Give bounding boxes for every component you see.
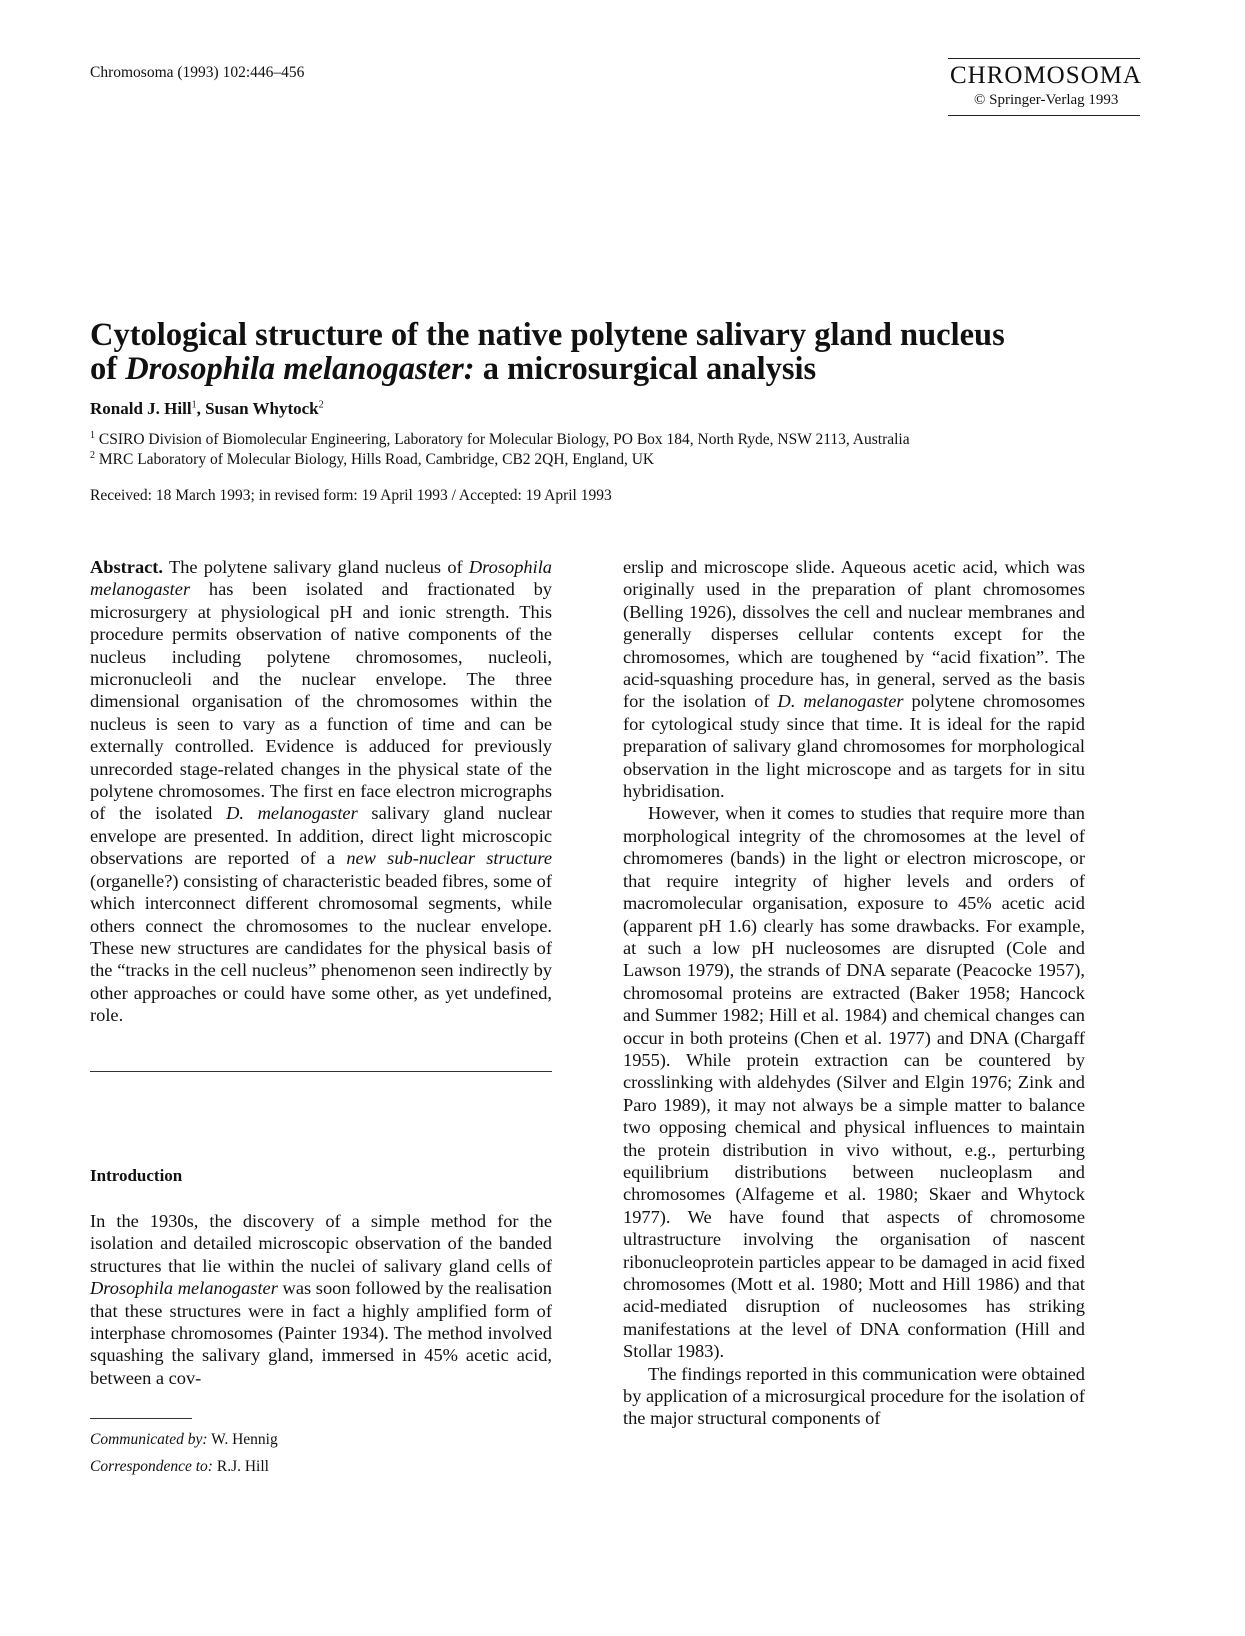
body-paragraph: The findings reported in this communication were obtained by application of a microsurgical procedure for the isolation of the major structural components of <box>623 1363 1085 1429</box>
author-name: Ronald J. Hill <box>90 399 192 418</box>
body-text: erslip and microscope slide. Aqueous acetic acid, which was originally used in the preparation of plant chromosomes (Belling 1926), dissolves the cell and nuclear membranes and generally disperses cellular contents except for the chromosomes, which are toughened by “acid fixation”. The acid-squashing procedure has, in general, served as the basis for the isolation of <box>623 557 1085 712</box>
journal-name: CHROMOSOMA <box>950 62 1142 89</box>
footnote-label: Communicated by: <box>90 1431 208 1448</box>
introduction-body <box>90 1210 552 1389</box>
affiliation-1 <box>90 430 910 449</box>
abstract-label: Abstract. <box>90 557 164 577</box>
received-dates: Received: 18 March 1993; in revised form: 19 April 1993 / Accepted: 19 April 1993 <box>90 487 612 504</box>
author-list <box>90 399 324 419</box>
title-line-2 <box>90 352 1150 386</box>
author-affiliation-mark: 1 <box>191 399 197 411</box>
masthead-bottom-rule <box>948 115 1140 116</box>
abstract-species: D. melanogaster <box>226 803 358 824</box>
abstract-emphasis: new sub-nuclear structure <box>346 848 552 869</box>
right-column-body <box>623 556 1085 1430</box>
journal-citation: Chromosoma (1993) 102:446–456 <box>90 64 305 81</box>
footnote-value: W. Hennig <box>207 1431 278 1448</box>
body-paragraph: However, when it comes to studies that require more than morphological integrity of the chromosomes at the level of chromomeres (bands) in the light or electron microscope, or that require integrity of higher levels and orders of macromolecular organisation, exposure to 45% acetic acid (apparent pH 1.6) clearly has some drawbacks. For example, at such a low pH nucleosomes are disrupted (Cole and Lawson 1979), the strands of DNA separate (Peacocke 1957), chromosomal proteins are extracted (Baker 1958; Hancock and Summer 1982; Hill et al. 1984) and chemical changes can occur in both proteins (Chen et al. 1977) and DNA (Chargaff 1955). While protein extraction can be countered by crosslinking with aldehydes (Silver and Elgin 1976; Zink and Paro 1989), it may not always be a simple matter to balance two opposing chemical and physical influences to maintain the protein distribution in vivo without, e.g., perturbing equilibrium distributions between nucleoplasm and chromosomes (Alfageme et al. 1980; Skaer and Whytock 1977). We have found that aspects of chromosome ultrastructure involving the organisation of nascent ribonucleoprotein particles appear to be damaged in acid fixed chromosomes (Mott et al. 1980; Mott and Hill 1986) and that acid-mediated disruption of nucleosomes has striking manifestations at the level of DNA conformation (Hill and Stollar 1983). <box>623 803 1085 1362</box>
footnote-correspondence <box>90 1458 269 1476</box>
author-separator: , <box>196 399 206 418</box>
affiliation-text: MRC Laboratory of Molecular Biology, Hills Road, Cambridge, CB2 2QH, England, UK <box>95 451 655 469</box>
title-species: Drosophila melanogaster: <box>125 351 475 387</box>
article-title <box>90 318 1150 386</box>
body-species: Drosophila melanogaster <box>90 1278 278 1299</box>
abstract-text: The polytene salivary gland nucleus of <box>163 557 469 577</box>
abstract-text: (organelle?) consisting of characteristic beaded fibres, some of which interconnect different chromosomal segments, while others connect the chromosomes to the nuclear envelope. These new structures are candidates for the physical basis of the “tracks in the cell nucleus” phenomenon seen indirectly by other approaches or could have some other, as yet undefined, role. <box>90 870 552 1026</box>
abstract-paragraph <box>90 556 552 1027</box>
body-text: polytene chromosomes for cytological study since that time. It is ideal for the rapid preparation of salivary gland chromosomes for morphological observation in the light microscope and as targets for in situ hybridisation. <box>623 691 1086 802</box>
footnote-communicated-by <box>90 1431 278 1449</box>
abstract-divider <box>90 1071 552 1072</box>
copyright-notice: © Springer-Verlag 1993 <box>974 92 1119 108</box>
abstract-text: has been isolated and fractionated by microsurgery at physiological pH and ionic strength. This procedure permits observation of native components of the nucleus including polytene chromosomes, nucleoli, micronucleoli and the nuclear envelope. The three dimensional organisation of the chromosomes within the nucleus is seen to vary as a function of time and can be externally controlled. Evidence is adduced for previously unrecorded stage-related changes in the physical state of the polytene chromosomes. The first en face electron micrographs of the isolated <box>90 579 552 824</box>
affiliation-mark: 1 <box>90 430 95 441</box>
footnote-divider <box>90 1418 192 1419</box>
masthead-top-rule <box>948 58 1140 59</box>
title-suffix: a microsurgical analysis <box>474 351 817 387</box>
body-text: was soon followed by the realisation that these structures were in fact a highly amplified form of interphase chromosomes (Painter 1934). The method involved squashing the salivary gland, immersed in 45% acetic acid, between a cov- <box>90 1278 552 1388</box>
section-heading-introduction: Introduction <box>90 1166 183 1185</box>
affiliation-text: CSIRO Division of Biomolecular Engineering, Laboratory for Molecular Biology, PO Box 184, North Ryde, NSW 2113, Australia <box>95 431 910 449</box>
abstract <box>90 556 552 1027</box>
body-text: In the 1930s, the discovery of a simple method for the isolation and detailed microscopic observation of the banded structures that lie within the nuclei of salivary gland cells of <box>90 1211 552 1276</box>
body-paragraph <box>90 1210 552 1389</box>
title-prefix: of <box>90 351 126 387</box>
affiliation-mark: 2 <box>90 450 95 461</box>
author-name: Susan Whytock <box>205 399 319 418</box>
abstract-text: salivary gland nuclear envelope are presented. In addition, direct light microscopic observations are reported of a <box>90 803 552 869</box>
title-line-1: Cytological structure of the native polytene salivary gland nucleus <box>90 317 1005 353</box>
affiliation-2 <box>90 450 654 469</box>
footnote-label: Correspondence to: <box>90 1458 213 1475</box>
journal-masthead <box>948 58 1140 116</box>
body-paragraph <box>623 556 1085 802</box>
abstract-species: Drosophila melanogaster <box>90 557 552 600</box>
author-affiliation-mark: 2 <box>318 399 324 411</box>
body-species: D. melanogaster <box>777 691 904 712</box>
footnote-value: R.J. Hill <box>212 1458 269 1475</box>
